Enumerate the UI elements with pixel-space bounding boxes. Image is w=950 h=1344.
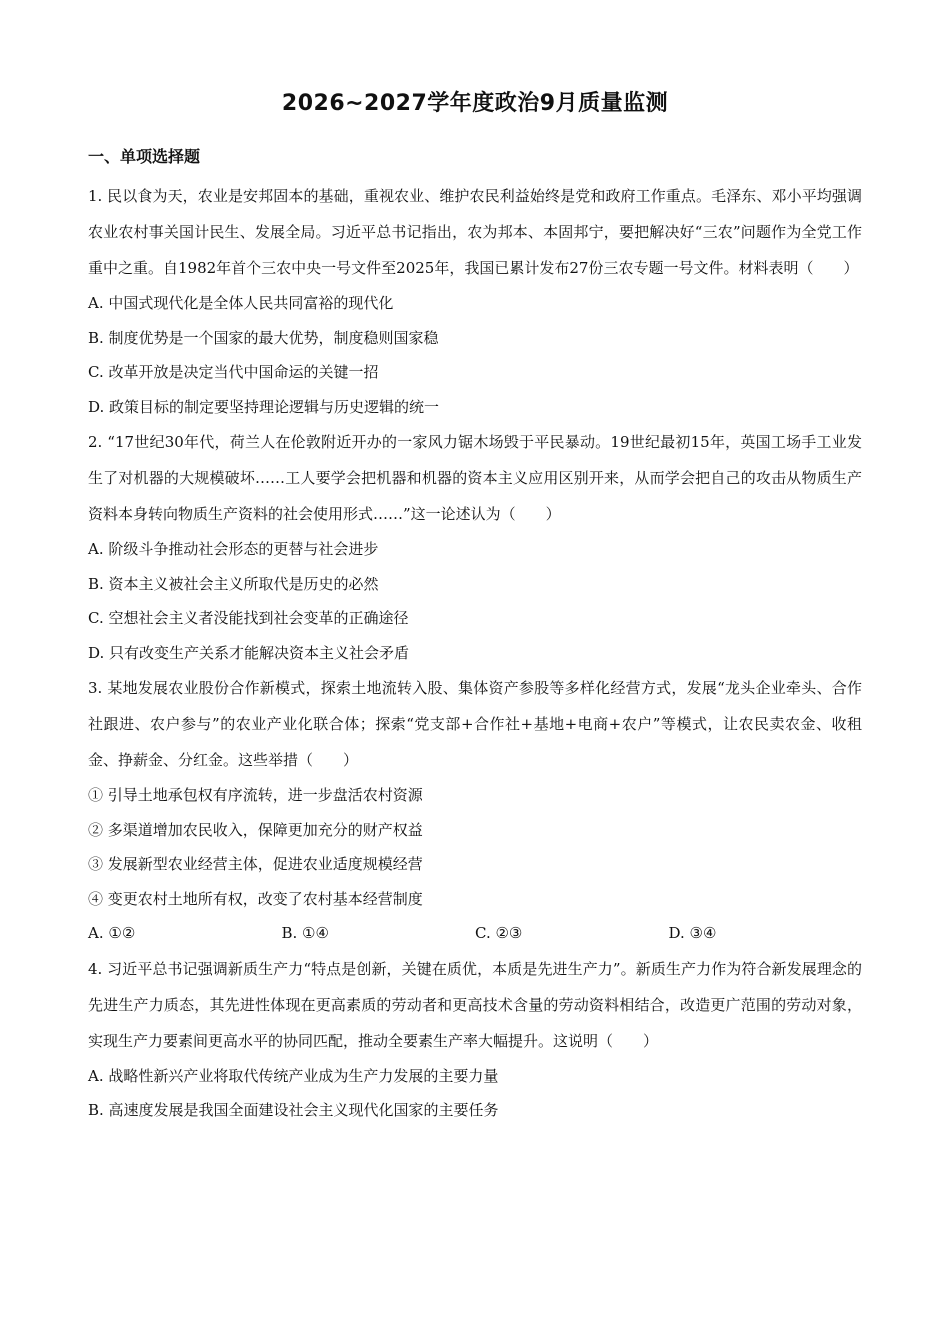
option-a: A. 中国式现代化是全体人民共同富裕的现代化 — [88, 294, 394, 312]
option-b: B. 制度优势是一个国家的最大优势，制度稳则国家稳 — [88, 328, 439, 347]
question-stem: 4. 习近平总书记强调新质生产力“特点是创新，关键在质优，本质是先进生产力”。新质生产力作为符合新发展理念的先进生产力质态，其先进性体现在更高素质的劳动者和更高技术含量的劳动资料相结合，改造更广范围的劳动对象，实现生产力要素间更高水平的协同匹配，推动全要素生产率大幅提升。这说明（ ） — [88, 959, 862, 1050]
option-d: D. ③④ — [668, 924, 717, 942]
option-a: A. 阶级斗争推动社会形态的更替与社会进步 — [88, 540, 379, 558]
option-c: C. 空想社会主义者没能找到社会变革的正确途径 — [88, 609, 409, 627]
option-b: B. ①④ — [281, 924, 329, 942]
question-1 — [88, 178, 862, 424]
option-a: A. ①② — [88, 924, 136, 942]
statement-3: ③ 发展新型农业经营主体，促进农业适度规模经营 — [88, 855, 423, 873]
option-b: B. 高速度发展是我国全面建设社会主义现代化国家的主要任务 — [88, 1101, 499, 1119]
options-row — [88, 916, 862, 951]
question-4 — [88, 951, 862, 1128]
question-stem: 2. “17世纪30年代，荷兰人在伦敦附近开办的一家风力锯木场毁于平民暴动。19世纪最初15年，英国工场手工业发生了对机器的大规模破坏……工人要学会把机器和机器的资本主义应用区别开来，从而学会把自己的攻击从物质生产资料本身转向物质生产资料的社会使用形式……”这一论述认为（ ） — [88, 433, 862, 523]
statement-2: ② 多渠道增加农民收入，保障更加充分的财产权益 — [88, 820, 423, 839]
question-3 — [88, 670, 862, 951]
option-a: A. 战略性新兴产业将取代传统产业成为生产力发展的主要力量 — [88, 1066, 499, 1085]
question-stem: 1. 民以食为天，农业是安邦固本的基础，重视农业、维护农民利益始终是党和政府工作重点。毛泽东、邓小平均强调农业农村事关国计民生、发展全局。习近平总书记指出，农为邦本、本固邦宁，要把解决好“三农”问题作为全党工作重中之重。自1982年首个三农中央一号文件至2025年，我国已累计发布27份三农专题一号文件。材料表明（ ） — [88, 187, 862, 277]
page-title: 2026~2027学年度政治9月质量监测 — [281, 91, 669, 116]
question-stem: 3. 某地发展农业股份合作新模式，探索土地流转入股、集体资产参股等多样化经营方式，发展“龙头企业牵头、合作社跟进、农户参与”的农业产业化联合体；探索“党支部+合作社+基地+电商+农户”等模式，让农民卖农金、收租金、挣薪金、分红金。这些举措（ ） — [88, 679, 862, 769]
option-c: C. 改革开放是决定当代中国命运的关键一招 — [88, 363, 379, 381]
option-c: C. ②③ — [475, 924, 523, 942]
exam-page — [88, 84, 862, 1128]
option-d: D. 政策目标的制定要坚持理论逻辑与历史逻辑的统一 — [88, 397, 440, 416]
option-d: D. 只有改变生产关系才能解决资本主义社会矛盾 — [88, 643, 410, 662]
statement-1: ① 引导土地承包权有序流转，进一步盘活农村资源 — [88, 786, 423, 804]
option-b: B. 资本主义被社会主义所取代是历史的必然 — [88, 574, 379, 593]
question-2 — [88, 424, 862, 670]
section-heading: 一、单项选择题 — [88, 147, 201, 166]
statement-4: ④ 变更农村土地所有权，改变了农村基本经营制度 — [88, 889, 423, 908]
